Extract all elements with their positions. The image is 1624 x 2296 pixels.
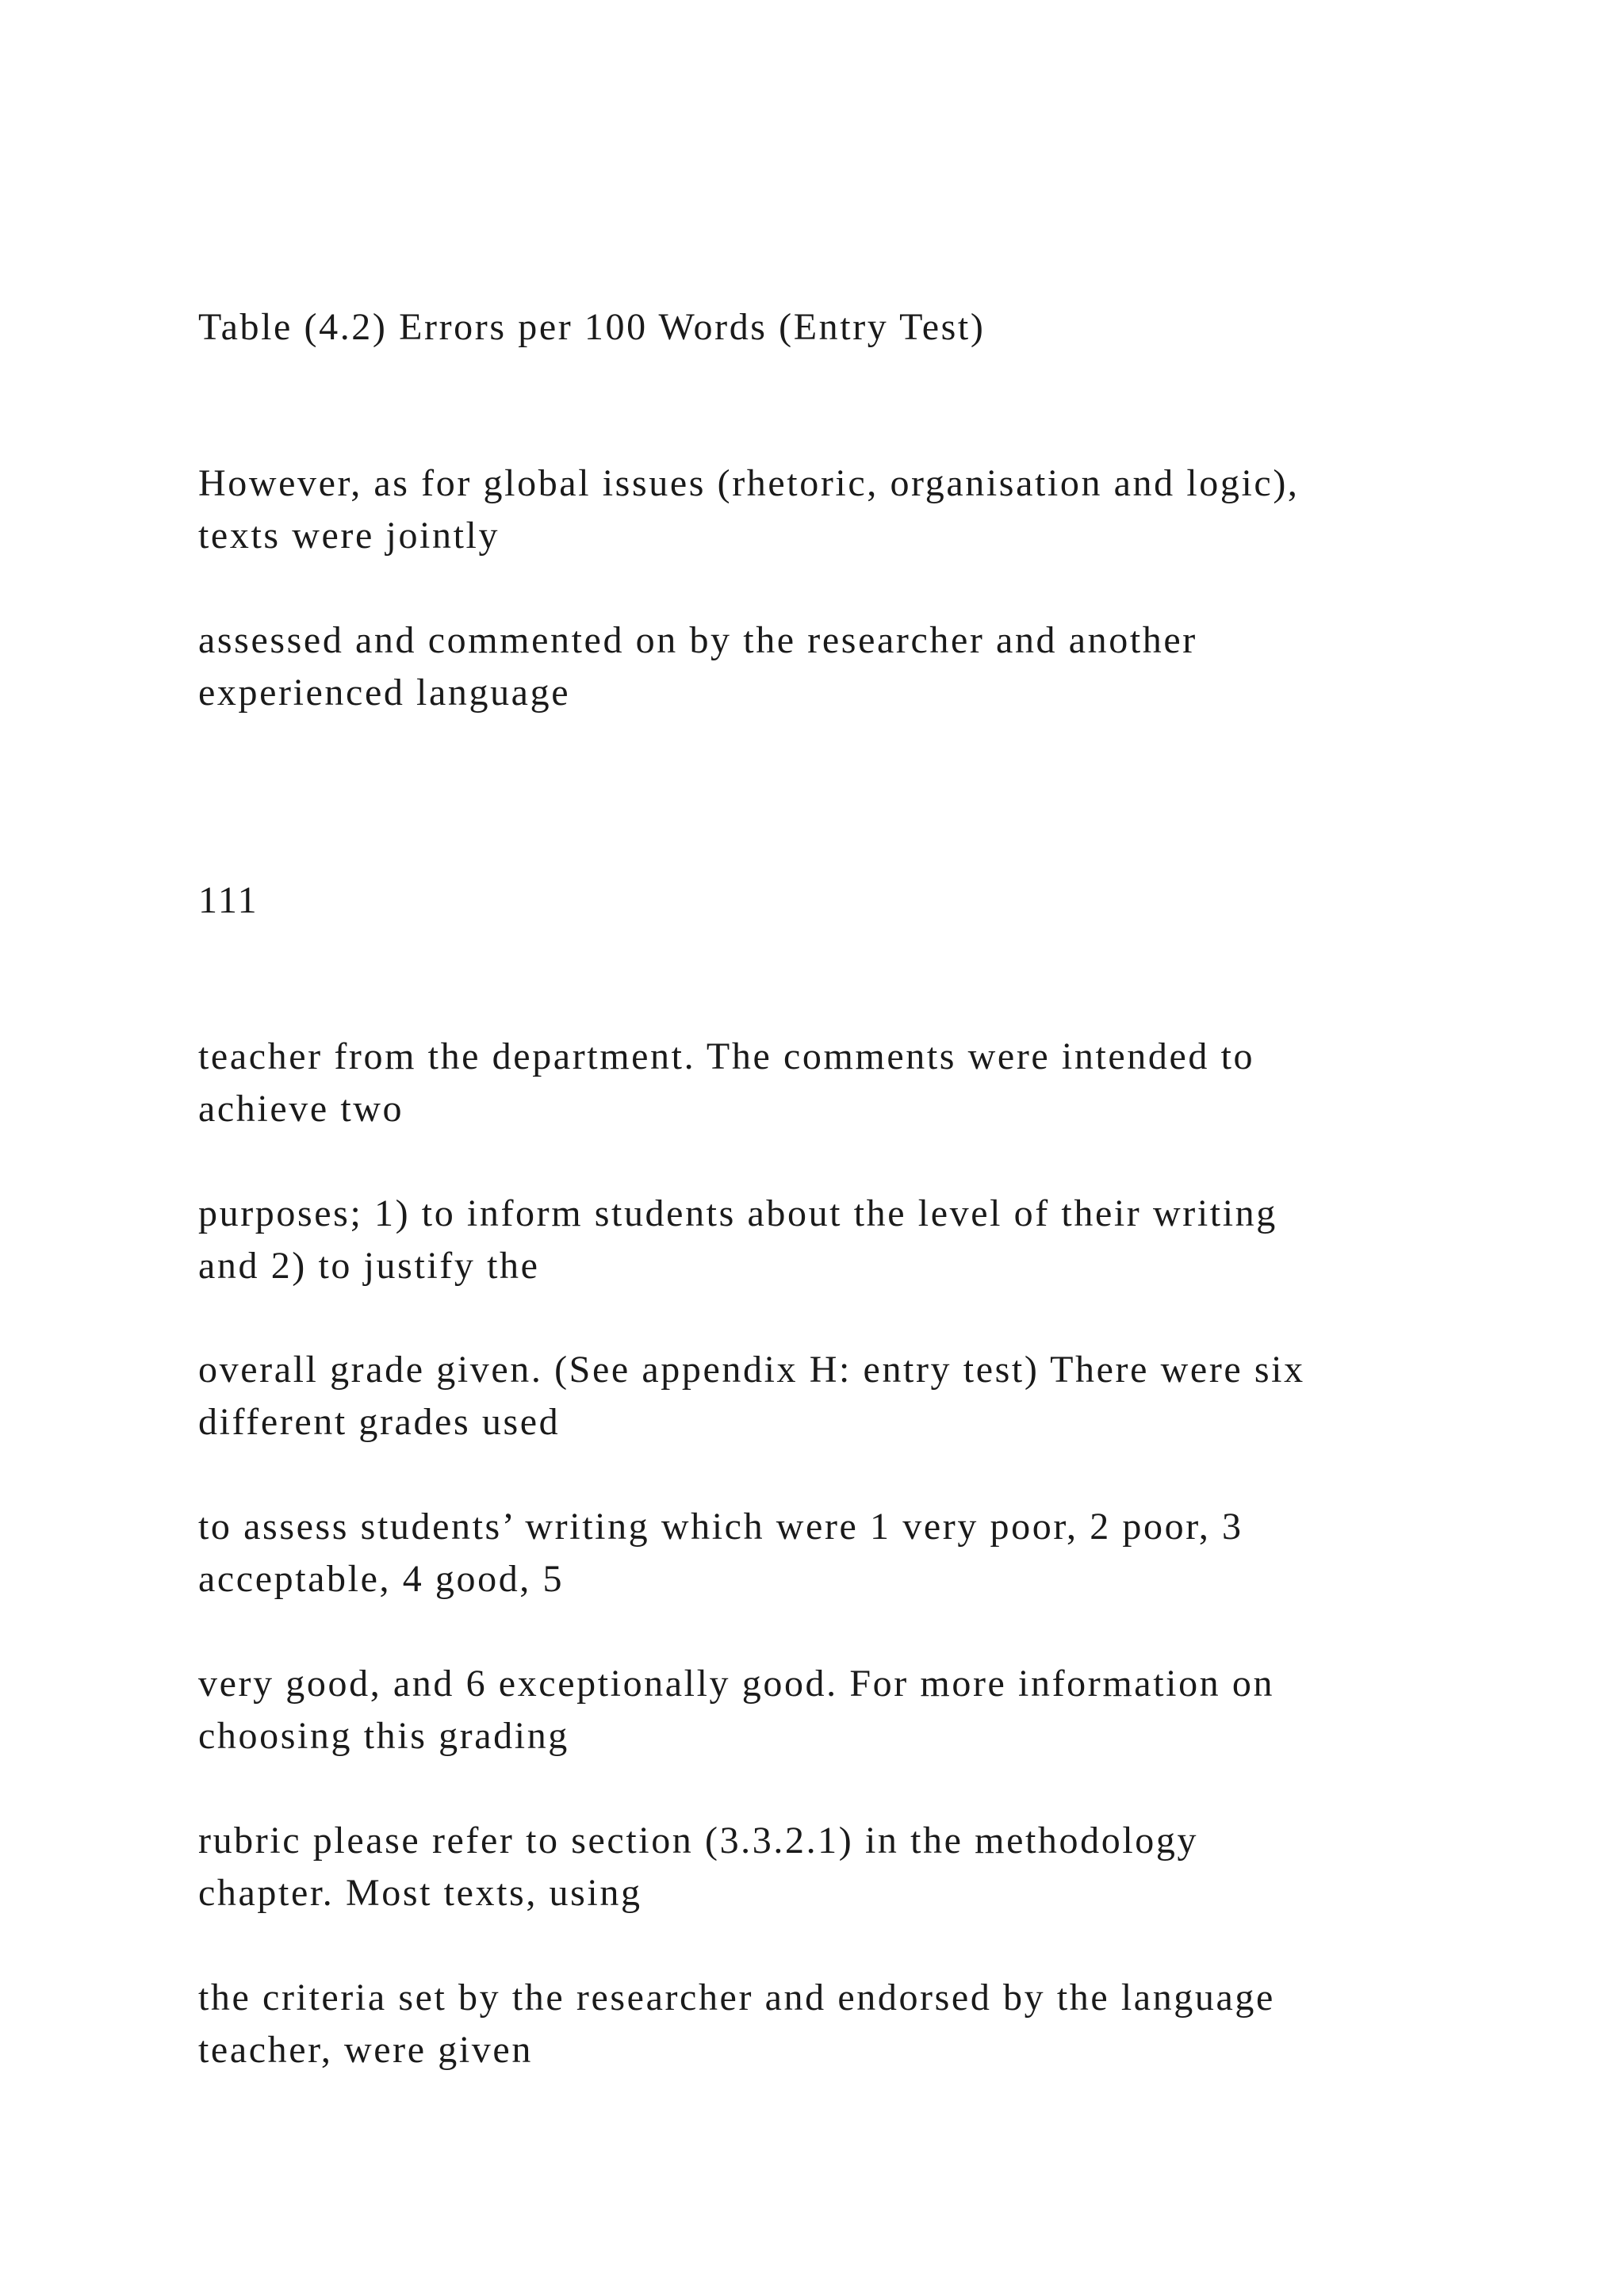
text-line: teacher, were given	[198, 2029, 533, 2071]
text-line: choosing this grading	[198, 1715, 569, 1757]
page-number: 111	[198, 879, 259, 921]
table-caption: Table (4.2) Errors per 100 Words (Entry Test)	[198, 306, 986, 348]
text-line: texts were jointly	[198, 515, 500, 557]
text-line: rubric please refer to section (3.3.2.1) in the methodology	[198, 1820, 1199, 1862]
text-line: purposes; 1) to inform students about the level of their writing	[198, 1192, 1277, 1234]
text-line: to assess students’ writing which were 1 very poor, 2 poor, 3	[198, 1506, 1243, 1548]
text-line: chapter. Most texts, using	[198, 1872, 642, 1914]
text-line: However, as for global issues (rhetoric, organisation and logic),	[198, 462, 1300, 504]
text-line: experienced language	[198, 672, 571, 714]
text-line: assessed and commented on by the researcher and another	[198, 619, 1197, 661]
text-line: and 2) to justify the	[198, 1245, 540, 1287]
text-line: achieve two	[198, 1088, 404, 1130]
text-line: the criteria set by the researcher and endorsed by the language	[198, 1976, 1275, 2019]
text-line: different grades used	[198, 1401, 561, 1443]
text-line: overall grade given. (See appendix H: entry test) There were six	[198, 1349, 1305, 1391]
text-line: acceptable, 4 good, 5	[198, 1558, 565, 1600]
text-line: teacher from the department. The comments were intended to	[198, 1035, 1255, 1077]
text-line: very good, and 6 exceptionally good. For more information on	[198, 1663, 1275, 1705]
